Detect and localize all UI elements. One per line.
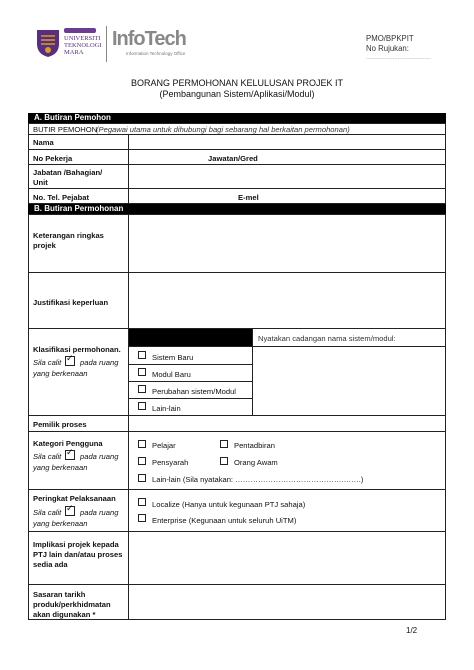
klasifikasi-black-cell — [129, 329, 252, 346]
modul-baru-checkbox[interactable] — [138, 368, 146, 376]
row-divider — [128, 381, 252, 382]
pada-ruang-text: pada ruang — [80, 508, 119, 517]
keterangan-label-2: projek — [33, 241, 56, 250]
emel-label: E-mel — [238, 193, 259, 202]
perubahan-checkbox[interactable] — [138, 385, 146, 393]
nyatakan-label: Nyatakan cadangan nama sistem/modul: — [258, 334, 396, 343]
row-divider — [128, 346, 446, 347]
pada-ruang-text: pada ruang — [80, 452, 119, 461]
kategori-lain-label: Lain-lain (Sila nyatakan: …………………………………….…….) — [152, 475, 364, 484]
tel-label: No. Tel. Pejabat — [33, 193, 89, 202]
logo-divider — [106, 26, 107, 62]
uitm-logo-line3: MARA — [64, 49, 84, 56]
row-divider — [28, 489, 446, 490]
pelajar-label: Pelajar — [152, 441, 176, 450]
jabatan-input[interactable] — [129, 165, 445, 188]
justifikasi-label: Justifikasi keperluan — [33, 298, 109, 307]
sasaran-label-3: akan digunakan * — [33, 610, 96, 619]
enterprise-checkbox[interactable] — [138, 514, 146, 522]
emel-input[interactable] — [264, 189, 444, 203]
lain-lain-label: Lain-lain — [152, 404, 181, 413]
tel-input[interactable] — [129, 189, 233, 203]
nama-label: Nama — [33, 138, 54, 147]
sasaran-label-1: Sasaran tarikh — [33, 590, 86, 599]
pentadbiran-checkbox[interactable] — [220, 440, 228, 448]
nama-input[interactable] — [129, 135, 445, 149]
pada-ruang-text: pada ruang — [80, 358, 119, 367]
jabatan-label-1: Jabatan /Bahagian/ — [33, 168, 103, 177]
section-a-header: A. Butiran Pemohon — [28, 113, 446, 123]
orang-awam-label: Orang Awam — [234, 458, 278, 467]
nyatakan-input[interactable] — [253, 346, 445, 414]
sasaran-input[interactable] — [129, 585, 445, 619]
yang-berkenaan-text: yang berkenaan — [33, 519, 88, 528]
no-pekerja-label: No Pekerja — [33, 154, 73, 163]
pentadbiran-label: Pentadbiran — [234, 441, 275, 450]
modul-baru-label: Modul Baru — [152, 370, 191, 379]
pemilik-input[interactable] — [129, 416, 445, 431]
kategori-label: Kategori Pengguna — [33, 439, 103, 448]
sasaran-label-2: produk/perkhidmatan — [33, 600, 111, 609]
kategori-lain-checkbox[interactable] — [138, 474, 146, 482]
pensyarah-label: Pensyarah — [152, 458, 189, 467]
tick-sample-icon — [65, 356, 75, 366]
pelajar-checkbox[interactable] — [138, 440, 146, 448]
implikasi-label-3: sedia ada — [33, 560, 68, 569]
jawatan-label: Jawatan/Gred — [208, 154, 258, 163]
page-number: 1/2 — [406, 626, 418, 635]
peringkat-label: Peringkat Pelaksanaan — [33, 494, 116, 503]
infotech-logo-subtitle: Information Technology Office — [126, 51, 186, 56]
jawatan-input[interactable] — [264, 150, 444, 164]
enterprise-label: Enterprise (Kegunaan untuk seluruh UiTM) — [152, 516, 297, 525]
implikasi-label-2: PTJ lain dan/atau proses — [33, 550, 123, 559]
uitm-logo-line1: UNIVERSITI — [64, 35, 101, 42]
row-divider — [128, 364, 252, 365]
ref-code: PMO/BPKPIT — [366, 34, 414, 43]
uitm-logo-arabic — [64, 28, 96, 33]
pemilik-label: Pemilik proses — [33, 420, 87, 429]
pensyarah-checkbox[interactable] — [138, 457, 146, 465]
butir-label: BUTIR PEMOHON — [33, 125, 98, 134]
row-divider — [28, 431, 446, 432]
infotech-logo — [112, 28, 212, 60]
tick-sample-icon — [65, 450, 75, 460]
sistem-baru-label: Sistem Baru — [152, 353, 194, 362]
jabatan-label-2: Unit — [33, 178, 48, 187]
infotech-logo-text: InfoTech — [112, 28, 186, 50]
sila-calit-text: Sila calit — [33, 358, 62, 367]
localize-label: Localize (Hanya untuk kegunaan PTJ sahaja) — [152, 500, 306, 509]
uitm-logo — [34, 26, 106, 62]
tick-sample-icon — [65, 506, 75, 516]
orang-awam-checkbox[interactable] — [220, 457, 228, 465]
localize-checkbox[interactable] — [138, 498, 146, 506]
keterangan-label-1: Keterangan ringkas — [33, 231, 104, 240]
uitm-logo-line2: TEKNOLOGI — [64, 42, 102, 49]
lain-lain-checkbox[interactable] — [138, 402, 146, 410]
perubahan-label: Perubahan sistem/Modul — [152, 387, 236, 396]
ref-dots: ………………………………… — [366, 55, 431, 61]
row-divider — [128, 398, 252, 399]
butir-note: (Pegawai utama untuk dihubungi bagi sebarang hal berkaitan permohonan) — [96, 125, 350, 134]
sila-calit-text: Sila calit — [33, 452, 62, 461]
yang-berkenaan-text: yang berkenaan — [33, 463, 88, 472]
yang-berkenaan-text: yang berkenaan — [33, 369, 88, 378]
implikasi-label-1: Implikasi projek kepada — [33, 540, 119, 549]
ref-label: No Rujukan: — [366, 44, 409, 53]
sistem-baru-checkbox[interactable] — [138, 351, 146, 359]
uitm-crest-icon — [34, 28, 62, 58]
section-b-header: B. Butiran Permohonan — [28, 204, 446, 214]
klasifikasi-label: Klasifikasi permohonan. — [33, 345, 121, 354]
implikasi-input[interactable] — [129, 532, 445, 584]
keterangan-input[interactable] — [129, 215, 445, 272]
no-pekerja-input[interactable] — [129, 150, 203, 164]
justifikasi-input[interactable] — [129, 273, 445, 328]
form-title: BORANG PERMOHONAN KELULUSAN PROJEK IT — [130, 78, 344, 88]
form-subtitle: (Pembangunan Sistem/Aplikasi/Modul) — [159, 89, 315, 99]
sila-calit-text: Sila calit — [33, 508, 62, 517]
